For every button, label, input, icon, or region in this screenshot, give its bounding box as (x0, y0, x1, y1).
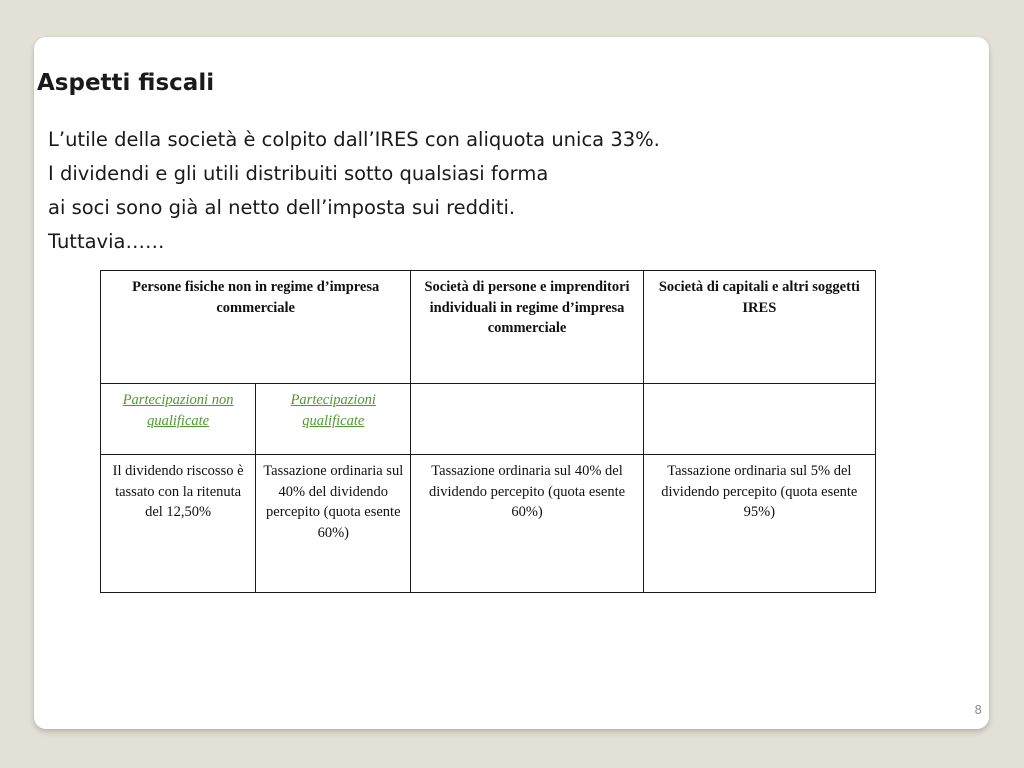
link-partecipazioni-non-qualificate[interactable]: Partecipazioni non qualificate (122, 392, 234, 429)
table-cell: Tassazione ordinaria sul 40% del dividendo percepito (quota esente 60%) (256, 455, 411, 593)
header-persone-fisiche: Persone fisiche non in regime d’impresa commerciale (101, 271, 411, 384)
paragraph-line: ai soci sono già al netto dell’imposta sui redditi. (48, 196, 516, 219)
subheader-cell-empty (411, 384, 643, 455)
slide-title: Aspetti fiscali (37, 70, 215, 96)
header-societa-di-capitali: Società di capitali e altri soggetti IRES (643, 271, 875, 384)
body-text (48, 123, 660, 259)
subheader-cell (256, 384, 411, 455)
page-number: 8 (974, 703, 982, 717)
table-cell: Tassazione ordinaria sul 40% del dividendo percepito (quota esente 60%) (411, 455, 643, 593)
header-societa-di-persone: Società di persone e imprenditori individuali in regime d’impresa commerciale (411, 271, 643, 384)
table-header-row (101, 271, 876, 384)
paragraph-line: I dividendi e gli utili distribuiti sotto qualsiasi forma (48, 162, 549, 185)
tax-table (100, 270, 876, 593)
table-row (101, 455, 876, 593)
table-subheader-row (101, 384, 876, 455)
slide (34, 37, 989, 729)
table-cell: Il dividendo riscosso è tassato con la ritenuta del 12,50% (101, 455, 256, 593)
subheader-cell (101, 384, 256, 455)
paragraph-line: L’utile della società è colpito dall’IRES con aliquota unica 33%. (48, 128, 660, 151)
link-partecipazioni-qualificate[interactable]: Partecipazioni qualificate (290, 392, 376, 429)
paragraph-line: Tuttavia…… (48, 230, 165, 253)
table-cell: Tassazione ordinaria sul 5% del dividendo percepito (quota esente 95%) (643, 455, 875, 593)
subheader-cell-empty (643, 384, 875, 455)
